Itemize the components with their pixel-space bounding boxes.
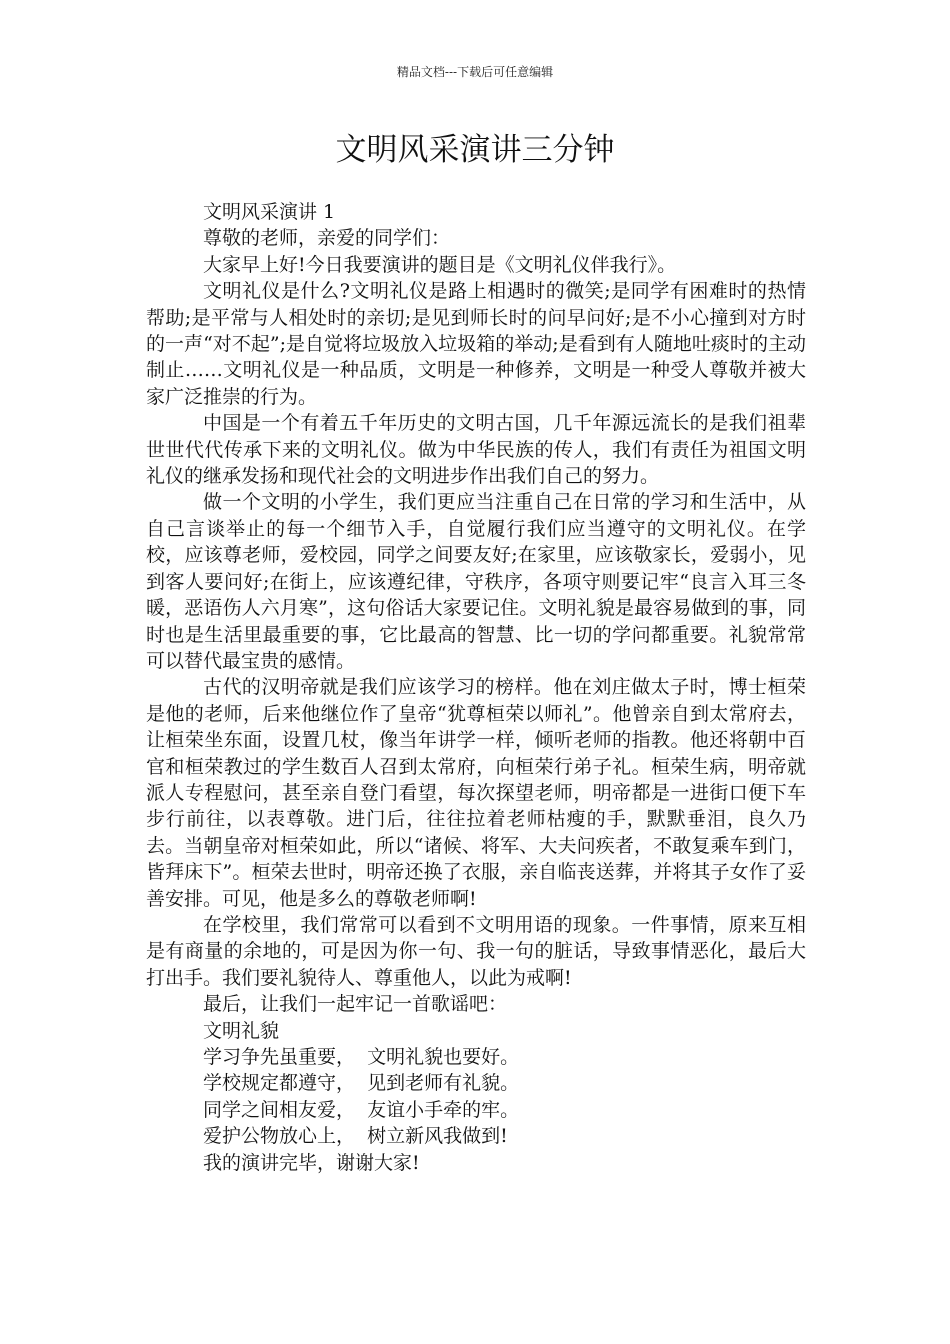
document-body bbox=[146, 199, 806, 1176]
poem-title: 文明礼貌 bbox=[203, 1019, 280, 1042]
poem-line: 爱护公物放心上， 树立新风我做到! bbox=[203, 1125, 508, 1148]
section-heading: 文明风采演讲 1 bbox=[203, 201, 336, 223]
closing-line: 我的演讲完毕，谢谢大家! bbox=[203, 1151, 420, 1174]
salutation: 尊敬的老师，亲爱的同学们： bbox=[203, 227, 451, 250]
poem-line: 学校规定都遵守， 见到老师有礼貌。 bbox=[203, 1072, 520, 1095]
poem-line: 同学之间相友爱， 友谊小手牵的牢。 bbox=[203, 1098, 520, 1121]
paragraph-greeting: 大家早上好!今日我要演讲的题目是《文明礼仪伴我行》。 bbox=[203, 253, 677, 276]
paragraph-what-is-etiquette: 文明礼仪是什么?文明礼仪是路上相遇时的微笑;是同学有困难时的热情帮助;是平常与人相处时的亲切;是见到师长时的问早问好;是不小心撞到对方时的一声“对不起”;是自觉将垃圾放入垃圾箱的举动;是看到有人随地吐痰时的主动制止……文明礼仪是一种品质，文明是一种修养，文明是一种受人尊敬并被大家广泛推崇的行为。 bbox=[146, 280, 806, 408]
paragraph-school-language: 在学校里，我们常常可以看到不文明用语的现象。一件事情，原来互相是有商量的余地的，可是因为你一句、我一句的脏话，导致事情恶化，最后大打出手。我们要礼貌待人、尊重他人，以此为戒啊! bbox=[146, 913, 806, 989]
paragraph-civilized-student: 做一个文明的小学生，我们更应当注重自己在日常的学习和生活中，从自己言谈举止的每一个细节入手，自觉履行我们应当遵守的文明礼仪。在学校，应该尊老师，爱校园，同学之间要友好;在家里，应该敬家长，爱弱小，见到客人要问好;在街上，应该遵纪律，守秩序，各项守则要记牢“良言入耳三冬暖，恶语伤人六月寒”，这句俗话大家要记住。文明礼貌是最容易做到的事，同时也是生活里最重要的事，它比最高的智慧、比一切的学问都重要。礼貌常常可以替代最宝贵的感情。 bbox=[146, 491, 806, 672]
header-note: 精品文档---下载后可任意编辑 bbox=[396, 65, 554, 79]
paragraph-china-heritage: 中国是一个有着五千年历史的文明古国，几千年源远流长的是我们祖辈世世代代传承下来的文明礼仪。做为中华民族的传人，我们有责任为祖国文明礼仪的继承发扬和现代社会的文明进步作出我们自己的努力。 bbox=[146, 412, 806, 488]
poem-line: 学习争先虽重要， 文明礼貌也要好。 bbox=[203, 1046, 520, 1068]
paragraph-emperor-story: 古代的汉明帝就是我们应该学习的榜样。他在刘庄做太子时，博士桓荣是他的老师，后来他继位作了皇帝“犹尊桓荣以师礼”。他曾亲自到太常府去，让桓荣坐东面，设置几杖，像当年讲学一样，倾听老师的指教。他还将朝中百官和桓荣教过的学生数百人召到太常府，向桓荣行弟子礼。桓荣生病，明帝就派人专程慰问，甚至亲自登门看望，每次探望老师，明帝都是一进街口便下车步行前往，以表尊敬。进门后，往往拉着老师枯瘦的手，默默垂泪，良久乃去。当朝皇帝对桓荣如此，所以“诸候、将军、大夫问疾者，不敢复乘车到门，皆拜床下”。桓荣去世时，明帝还换了衣服，亲自临丧送葬，并将其子女作了妥善安排。可见，他是多么的尊敬老师啊! bbox=[146, 676, 806, 910]
page-title: 文明风采演讲三分钟 bbox=[335, 132, 615, 168]
paragraph-song-intro: 最后，让我们一起牢记一首歌谣吧： bbox=[203, 993, 508, 1016]
